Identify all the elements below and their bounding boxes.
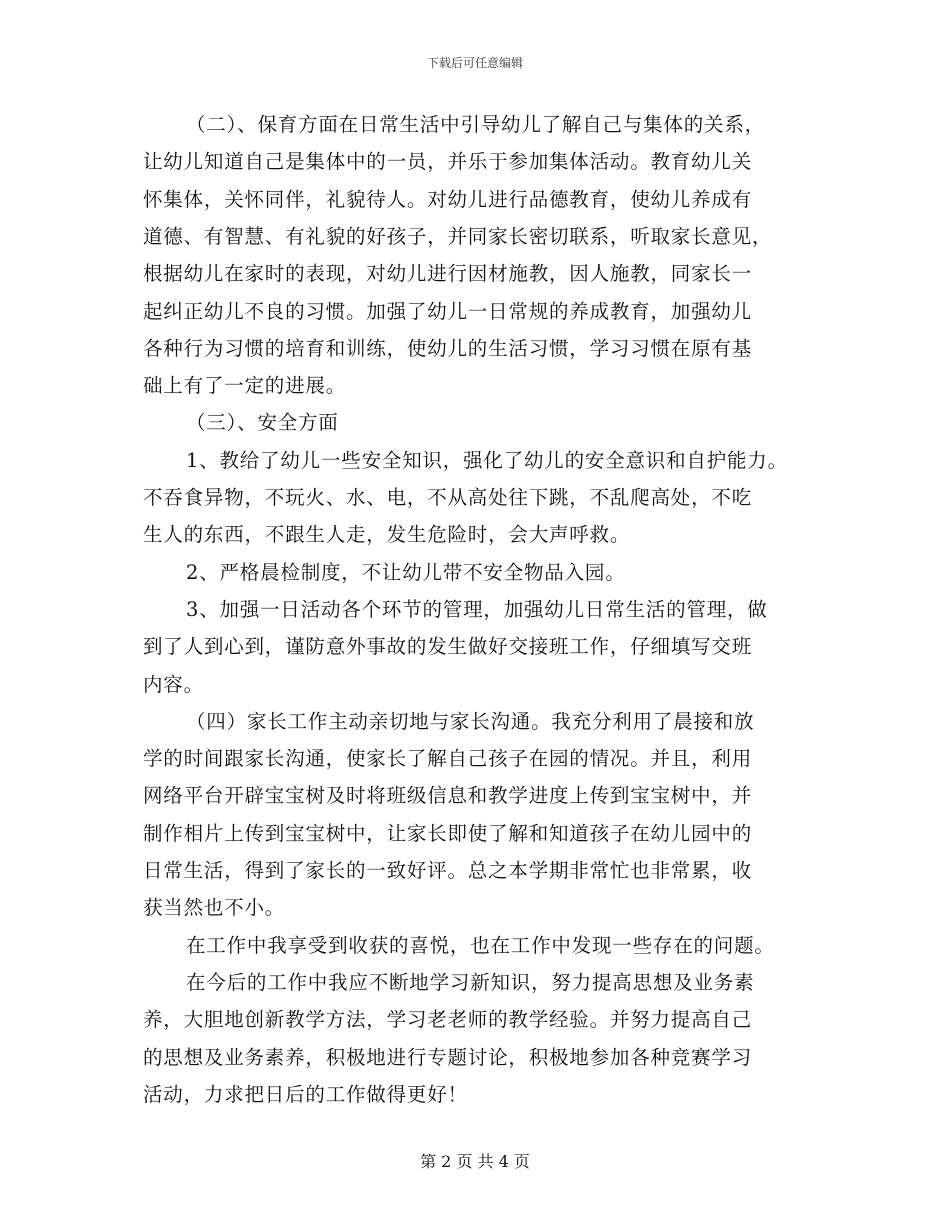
text-line: 不吞食异物，不玩火、水、电，不从高处往下跳，不乱爬高处，不吃 [143,486,753,509]
text-line: 获当然也不小。 [143,896,286,920]
text-line: 2、严格晨检制度，不让幼儿带不安全物品入园。 [186,560,626,584]
text-line: 各种行为习惯的培育和训练，使幼儿的生活习惯，学习习惯在原有基 [143,336,753,360]
text-line: 1、教给了幼儿一些安全知识，强化了幼儿的安全意识和自护能力。 [186,448,788,472]
text-line: 生人的东西，不跟生人走，发生危险时，会大声呼救。 [143,523,631,547]
text-line: 在工作中我享受到收获的喜悦，也在工作中发现一些存在的问题。 [186,933,775,957]
text-line: 制作相片上传到宝宝树中，让家长即使了解和知道孩子在幼儿园中的 [143,821,753,845]
text-line: 活动，力求把日后的工作做得更好！ [143,1082,468,1106]
text-line: 3、加强一日活动各个环节的管理，加强幼儿日常生活的管理，做 [186,597,768,621]
text-line: 内容。 [143,672,204,696]
text-line: 怀集体，关怀同伴，礼貌待人。对幼儿进行品德教育，使幼儿养成有 [143,187,753,211]
text-line: 网络平台开辟宝宝树及时将班级信息和教学进度上传到宝宝树中，并 [143,784,753,808]
page-footer: 第 2 页 共 4 页 [420,1152,530,1171]
text-line: 道德、有智慧、有礼貌的好孩子，并同家长密切联系，听取家长意见， [143,224,773,248]
text-line: 到了人到心到，谨防意外事故的发生做好交接班工作，仔细填写交班 [143,635,753,659]
text-line: 根据幼儿在家时的表现，对幼儿进行因材施教，因人施教，同家长一 [143,262,753,286]
page-header: 下载后可任意编辑 [426,56,523,70]
text-line: （三）、安全方面 [186,411,339,435]
text-line: （二）、保育方面在日常生活中引导幼儿了解自己与集体的关系， [186,113,765,136]
text-line: 日常生活，得到了家长的一致好评。总之本学期非常忙也非常累，收 [143,859,753,882]
text-line: 在今后的工作中我应不断地学习新知识，努力提高思想及业务素 [186,970,755,994]
text-line: （四）家长工作主动亲切地与家长沟通。我充分利用了晨接和放 [186,709,755,733]
text-line: 的思想及业务素养，积极地进行专题讨论，积极地参加各种竞赛学习 [143,1045,753,1069]
text-line: 让幼儿知道自己是集体中的一员，并乐于参加集体活动。教育幼儿关 [143,150,753,174]
text-line: 础上有了一定的进展。 [143,374,347,398]
text-line: 起纠正幼儿不良的习惯。加强了幼儿一日常规的养成教育，加强幼儿 [143,299,753,323]
text-line: 学的时间跟家长沟通，使家长了解自己孩子在园的情况。并且，利用 [143,747,753,771]
text-line: 养，大胆地创新教学方法，学习老老师的教学经验。并努力提高自己 [143,1008,753,1032]
